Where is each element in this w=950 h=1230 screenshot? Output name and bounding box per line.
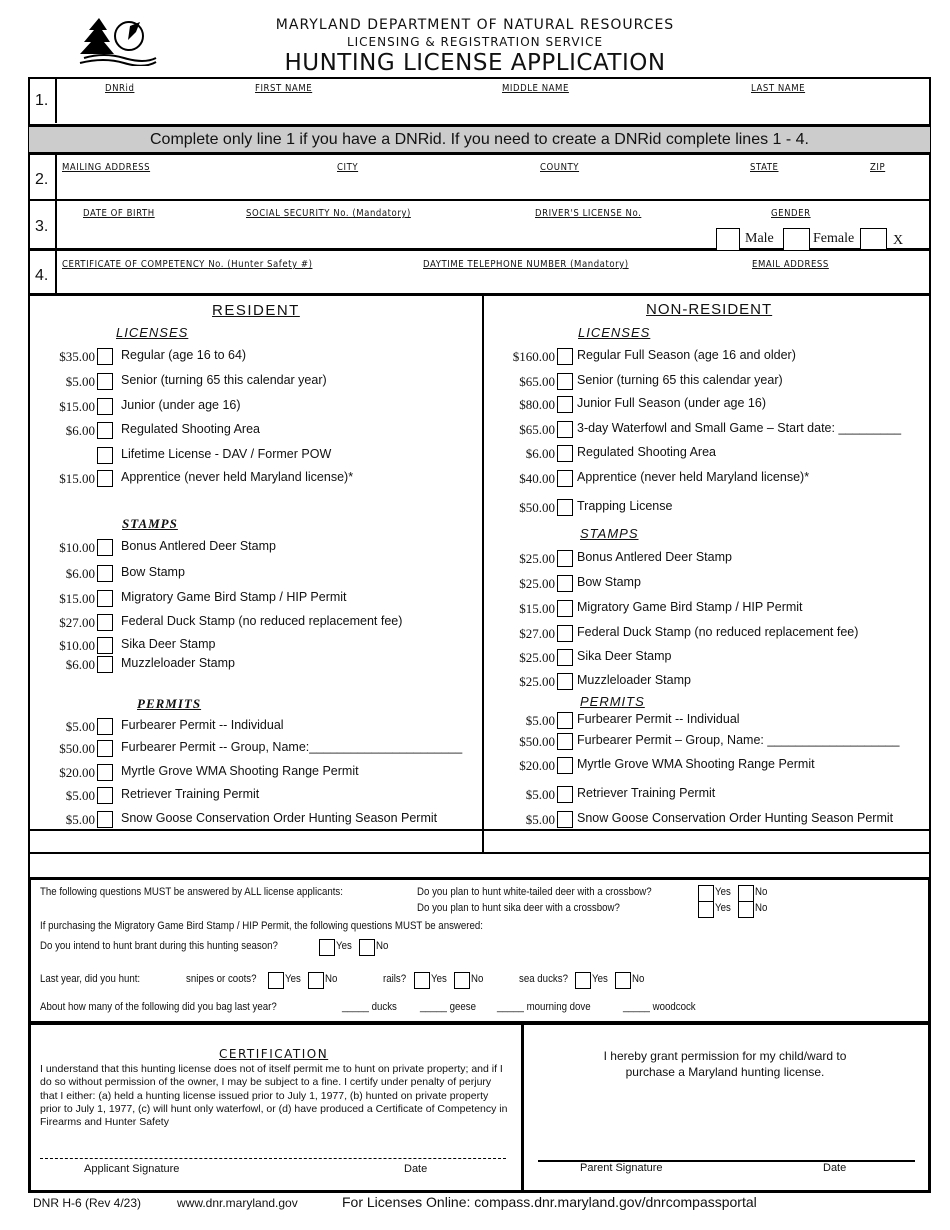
resident-stamps-item-label: Bow Stamp [121, 565, 185, 579]
gender-x-checkbox[interactable] [860, 228, 887, 250]
nonresident-stamps-checkbox[interactable] [557, 550, 573, 567]
sika-no-checkbox[interactable] [738, 901, 754, 918]
gender-label: GENDER [771, 208, 811, 219]
price: $50.00 [519, 734, 555, 749]
nonresident-permits-item-label: Retriever Training Permit [577, 786, 716, 800]
line-number: 3. [35, 218, 49, 235]
resident-stamps-item-label: Muzzleloader Stamp [121, 656, 235, 670]
price: $5.00 [525, 787, 555, 802]
form-number: DNR H-6 (Rev 4/23) [33, 1196, 142, 1210]
nonresident-licenses-checkbox[interactable] [557, 373, 573, 390]
whitetail-yes-checkbox[interactable] [698, 885, 714, 902]
price: $5.00 [65, 812, 95, 827]
price: $5.00 [65, 719, 95, 734]
nonresident-licenses-item-label: Regular Full Season (age 16 and older) [577, 348, 796, 362]
gender-female-label: Female [813, 231, 855, 246]
resident-licenses-checkbox[interactable] [97, 470, 113, 487]
resident-licenses-checkbox[interactable] [97, 422, 113, 439]
resident-stamps-checkbox[interactable] [97, 539, 113, 556]
price: $15.00 [59, 591, 95, 606]
price: $6.00 [525, 446, 555, 461]
price: $6.00 [65, 657, 95, 672]
price: $50.00 [519, 500, 555, 515]
applicant-date-label: Date [404, 1163, 428, 1175]
hip-intro: If purchasing the Migratory Game Bird Stamp / HIP Permit, the following questions MUST be answered: [40, 920, 483, 932]
price: $25.00 [519, 674, 555, 689]
q-sika-crossbow: Do you plan to hunt sika deer with a crossbow? [417, 902, 620, 914]
sika-yes-label: Yes [715, 902, 731, 914]
nonresident-permits-checkbox[interactable] [557, 757, 573, 774]
q-bag: About how many of the following did you bag last year? [40, 1001, 277, 1013]
price: $160.00 [512, 349, 555, 364]
city-field[interactable]: CITY [337, 162, 359, 173]
dnrid-field[interactable]: DNRid [105, 83, 135, 94]
price: $65.00 [519, 374, 555, 389]
page-title: HUNTING LICENSE APPLICATION [284, 50, 666, 76]
resident-licenses-checkbox[interactable] [97, 398, 113, 415]
rails-no-checkbox[interactable] [454, 972, 470, 989]
price: $25.00 [519, 576, 555, 591]
price: $35.00 [59, 349, 95, 364]
nonresident-licenses-item-label: Junior Full Season (under age 16) [577, 396, 767, 410]
q-seaducks: sea ducks? [519, 973, 568, 985]
resident-licenses-item-label: Lifetime License - DAV / Former POW [121, 447, 332, 461]
nonresident-permits-item-label: Snow Goose Conservation Order Hunting Season Permit [577, 811, 894, 825]
resident-licenses-checkbox[interactable] [97, 348, 113, 365]
nonresident-permits-heading: PERMITS [580, 694, 645, 709]
resident-licenses-item-label: Regular (age 16 to 64) [121, 348, 247, 362]
price: $6.00 [65, 566, 95, 581]
sika-no-label: No [755, 902, 768, 914]
resident-stamps-checkbox[interactable] [97, 614, 113, 631]
brant-no-label: No [376, 940, 389, 952]
resident-permits-checkbox[interactable] [97, 718, 113, 735]
agency-name: MARYLAND DEPARTMENT OF NATURAL RESOURCES [275, 17, 675, 33]
nonresident-licenses-checkbox[interactable] [557, 421, 573, 438]
middle-name-field[interactable]: MIDDLE NAME [502, 83, 569, 94]
nonresident-licenses-item-label: Apprentice (never held Maryland license)* [577, 470, 810, 484]
nonresident-stamps-item-label: Sika Deer Stamp [577, 649, 672, 663]
certification-heading: CERTIFICATION [219, 1047, 329, 1061]
price: $6.00 [65, 423, 95, 438]
q-snipes: snipes or coots? [186, 973, 257, 985]
resident-licenses-checkbox[interactable] [97, 373, 113, 390]
nonresident-licenses-checkbox[interactable] [557, 470, 573, 487]
whitetail-yes-label: Yes [715, 886, 731, 898]
nonresident-stamps-checkbox[interactable] [557, 575, 573, 592]
applicant-signature-label: Applicant Signature [84, 1163, 180, 1175]
resident-licenses-item-label: Regulated Shooting Area [121, 422, 260, 436]
price: $27.00 [519, 626, 555, 641]
snipes-no-checkbox[interactable] [308, 972, 324, 989]
price: $50.00 [59, 741, 95, 756]
price: $15.00 [59, 399, 95, 414]
price: $20.00 [519, 758, 555, 773]
website-link[interactable]: www.dnr.maryland.gov [177, 1196, 298, 1210]
price: $5.00 [525, 713, 555, 728]
whitetail-no-label: No [755, 886, 768, 898]
price: $25.00 [519, 551, 555, 566]
parent-signature-label: Parent Signature [580, 1162, 663, 1174]
blank-rows [28, 829, 931, 879]
resident-licenses-heading: LICENSES [116, 325, 189, 340]
price: $27.00 [59, 615, 95, 630]
mailing-address-field[interactable]: MAILING ADDRESS [62, 162, 151, 173]
instructions-banner: Complete only line 1 if you have a DNRid. If you need to create a DNRid complete lines 1 - 4. [29, 124, 930, 155]
nonresident-stamps-checkbox[interactable] [557, 625, 573, 642]
email-field[interactable]: EMAIL ADDRESS [752, 259, 829, 270]
bag-woodcock-field[interactable]: _____ woodcock [623, 1001, 696, 1013]
nonresident-permits-item-label: Furbearer Permit – Group, Name: ___________________ [577, 733, 900, 747]
resident-permits-checkbox[interactable] [97, 740, 113, 757]
nonresident-licenses-heading: LICENSES [578, 325, 651, 340]
resident-stamps-checkbox[interactable] [97, 637, 113, 654]
online-licenses-link[interactable]: For Licenses Online: compass.dnr.maryland.gov/dnrcompassportal [342, 1194, 757, 1210]
bag-ducks-field[interactable]: _____ ducks [342, 1001, 397, 1013]
zip-field[interactable]: ZIP [870, 162, 886, 173]
price: $20.00 [59, 765, 95, 780]
resident-licenses-item-label: Senior (turning 65 this calendar year) [121, 373, 327, 387]
gender-male-label: Male [745, 231, 774, 246]
resident-stamps-checkbox[interactable] [97, 590, 113, 607]
resident-stamps-item-label: Migratory Game Bird Stamp / HIP Permit [121, 590, 347, 604]
nonresident-permits-item-label: Furbearer Permit -- Individual [577, 712, 740, 726]
resident-permits-checkbox[interactable] [97, 764, 113, 781]
nonresident-stamps-item-label: Muzzleloader Stamp [577, 673, 691, 687]
parent-permission-text: I hereby grant permission for my child/ward to purchase a Maryland hunting license. [603, 1049, 847, 1079]
seaducks-no-label: No [632, 973, 645, 985]
q-rails: rails? [383, 973, 407, 985]
nonresident-licenses-checkbox[interactable] [557, 348, 573, 365]
nonresident-heading: NON-RESIDENT [646, 301, 773, 318]
sika-yes-checkbox[interactable] [698, 901, 714, 918]
brant-no-checkbox[interactable] [359, 939, 375, 956]
nonresident-licenses-item-label: Senior (turning 65 this calendar year) [577, 373, 783, 387]
price: $15.00 [519, 601, 555, 616]
nonresident-stamps-item-label: Federal Duck Stamp (no reduced replacement fee) [577, 625, 859, 639]
resident-permits-checkbox[interactable] [97, 787, 113, 804]
resident-stamps-item-label: Bonus Antlered Deer Stamp [121, 539, 276, 553]
resident-permits-checkbox[interactable] [97, 811, 113, 828]
resident-licenses-item-label: Junior (under age 16) [121, 398, 241, 412]
seaducks-no-checkbox[interactable] [615, 972, 631, 989]
nonresident-stamps-checkbox[interactable] [557, 649, 573, 666]
rails-yes-label: Yes [431, 973, 447, 985]
resident-permits-item-label: Furbearer Permit -- Individual [121, 718, 284, 732]
resident-permits-item-label: Furbearer Permit -- Group, Name:______________________ [121, 740, 463, 754]
county-field[interactable]: COUNTY [540, 162, 580, 173]
nonresident-licenses-checkbox[interactable] [557, 445, 573, 462]
price: $5.00 [65, 788, 95, 803]
ssn-field[interactable]: SOCIAL SECURITY No. (Mandatory) [246, 208, 411, 219]
brant-yes-checkbox[interactable] [319, 939, 335, 956]
resident-stamps-item-label: Sika Deer Stamp [121, 637, 216, 651]
price: $15.00 [59, 471, 95, 486]
price: $80.00 [519, 397, 555, 412]
bag-dove-field[interactable]: _____ mourning dove [497, 1001, 591, 1013]
whitetail-no-checkbox[interactable] [738, 885, 754, 902]
daytime-phone-field[interactable]: DAYTIME TELEPHONE NUMBER (Mandatory) [423, 259, 629, 270]
nonresident-stamps-item-label: Migratory Game Bird Stamp / HIP Permit [577, 600, 803, 614]
nonresident-stamps-heading: STAMPS [580, 526, 639, 541]
certification-text: I understand that this hunting license does not of itself permit me to hunt on private property; and if I do so without permission of the owner, I may be subject to a fine. I certify under penalty of perjury that I either: (a) held a hunting license issued prior to July 1, 1977, (b) hunted on private property prior to July 1, 1977, (c) will hunt only waterfowl, or (d) have produced a Certificate of Competency in Firearms and Hunter Safety [40, 1063, 508, 1129]
rails-no-label: No [471, 973, 484, 985]
hunter-safety-cert-field[interactable]: CERTIFICATE OF COMPETENCY No. (Hunter Safety #) [62, 259, 313, 270]
line-number: 2. [35, 171, 49, 188]
drivers-license-field[interactable]: DRIVER'S LICENSE No. [535, 208, 642, 219]
first-name-field[interactable]: FIRST NAME [255, 83, 313, 94]
price: $5.00 [525, 812, 555, 827]
nonresident-stamps-checkbox[interactable] [557, 600, 573, 617]
resident-licenses-checkbox[interactable] [97, 447, 113, 464]
dob-field[interactable]: DATE OF BIRTH [83, 208, 155, 219]
all-applicants-intro: The following questions MUST be answered by ALL license applicants: [40, 886, 343, 898]
applicant-signature-line[interactable] [40, 1158, 506, 1159]
brant-yes-label: Yes [336, 940, 352, 952]
nonresident-permits-checkbox[interactable] [557, 786, 573, 803]
nonresident-permits-checkbox[interactable] [557, 811, 573, 828]
snipes-yes-label: Yes [285, 973, 301, 985]
seaducks-yes-checkbox[interactable] [575, 972, 591, 989]
price: $10.00 [59, 638, 95, 653]
resident-heading: RESIDENT [212, 302, 300, 319]
gender-x-label: X [893, 233, 904, 248]
price: $10.00 [59, 540, 95, 555]
nonresident-licenses-item-label: 3-day Waterfowl and Small Game – Start date: _________ [577, 421, 902, 435]
nonresident-permits-item-label: Myrtle Grove WMA Shooting Range Permit [577, 757, 815, 771]
resident-stamps-item-label: Federal Duck Stamp (no reduced replacement fee) [121, 614, 403, 628]
line-number: 4. [35, 267, 49, 284]
q-whitetail-crossbow: Do you plan to hunt white-tailed deer with a crossbow? [417, 886, 652, 898]
rails-yes-checkbox[interactable] [414, 972, 430, 989]
resident-permits-item-label: Snow Goose Conservation Order Hunting Season Permit [121, 811, 438, 825]
nonresident-licenses-item-label: Regulated Shooting Area [577, 445, 716, 459]
q-last-year: Last year, did you hunt: [40, 973, 141, 985]
nonresident-licenses-checkbox[interactable] [557, 396, 573, 413]
nonresident-stamps-checkbox[interactable] [557, 673, 573, 690]
resident-permits-heading: PERMITS [137, 696, 202, 711]
service-name: LICENSING & REGISTRATION SERVICE [346, 35, 604, 49]
nonresident-licenses-checkbox[interactable] [557, 499, 573, 516]
nonresident-permits-checkbox[interactable] [557, 733, 573, 750]
nonresident-permits-checkbox[interactable] [557, 712, 573, 729]
price: $40.00 [519, 471, 555, 486]
price: $5.00 [65, 374, 95, 389]
gender-female-checkbox[interactable] [783, 228, 810, 251]
q-brant: Do you intend to hunt brant during this hunting season? [40, 940, 278, 952]
resident-licenses-item-label: Apprentice (never held Maryland license)* [121, 470, 354, 484]
resident-stamps-checkbox[interactable] [97, 656, 113, 673]
gender-male-checkbox[interactable] [716, 228, 740, 251]
nonresident-stamps-item-label: Bow Stamp [577, 575, 641, 589]
resident-stamps-checkbox[interactable] [97, 565, 113, 582]
resident-stamps-heading: STAMPS [122, 516, 178, 531]
nonresident-licenses-item-label: Trapping License [577, 499, 673, 513]
line-number: 1. [35, 92, 49, 109]
parent-date-label: Date [823, 1162, 847, 1174]
resident-permits-item-label: Retriever Training Permit [121, 787, 260, 801]
resident-permits-item-label: Myrtle Grove WMA Shooting Range Permit [121, 764, 359, 778]
bag-geese-field[interactable]: _____ geese [420, 1001, 476, 1013]
last-name-field[interactable]: LAST NAME [751, 83, 806, 94]
price: $65.00 [519, 422, 555, 437]
state-field[interactable]: STATE [750, 162, 779, 173]
nonresident-stamps-item-label: Bonus Antlered Deer Stamp [577, 550, 732, 564]
price: $25.00 [519, 650, 555, 665]
snipes-no-label: No [325, 973, 338, 985]
seaducks-yes-label: Yes [592, 973, 608, 985]
snipes-yes-checkbox[interactable] [268, 972, 284, 989]
